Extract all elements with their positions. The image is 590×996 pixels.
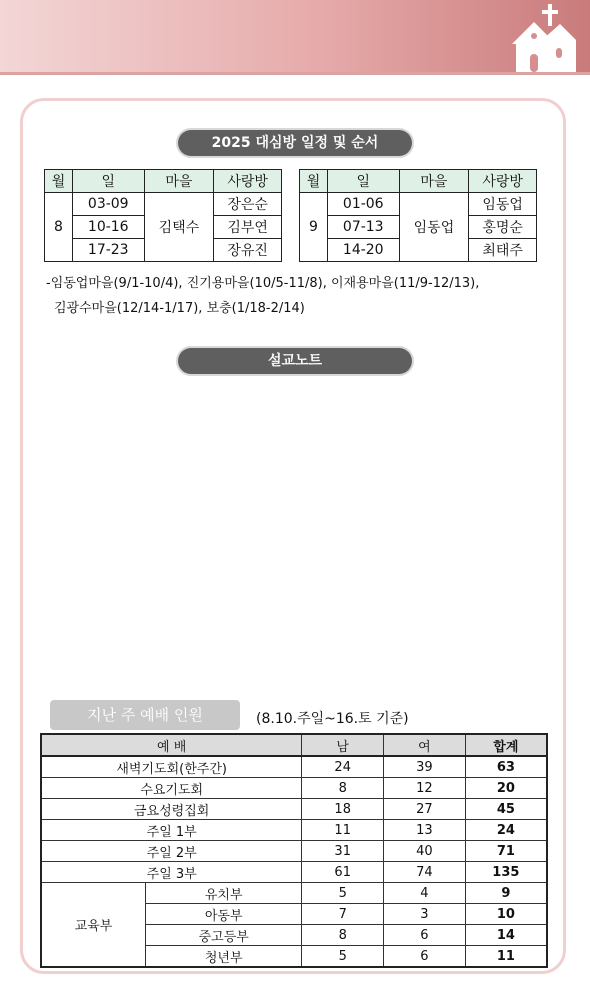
header-service: 예 배 <box>41 734 302 756</box>
total-count: 10 <box>465 904 547 925</box>
total-count: 14 <box>465 925 547 946</box>
schedule-table-september <box>299 169 537 262</box>
total-count: 11 <box>465 946 547 968</box>
male-count: 8 <box>302 925 384 946</box>
header-divider <box>0 72 590 75</box>
service-name: 중고등부 <box>146 925 302 946</box>
male-count: 8 <box>302 778 384 799</box>
male-count: 18 <box>302 799 384 820</box>
female-count: 4 <box>384 883 466 904</box>
header-male: 남 <box>302 734 384 756</box>
header-female: 여 <box>384 734 466 756</box>
female-count: 6 <box>384 946 466 968</box>
header-room: 사랑방 <box>469 170 537 193</box>
day-cell: 17-23 <box>72 239 144 262</box>
day-cell: 07-13 <box>327 216 399 239</box>
header-day: 일 <box>72 170 144 193</box>
village-cell: 김택수 <box>144 193 214 262</box>
room-cell: 장은순 <box>214 193 282 216</box>
header-month: 월 <box>45 170 73 193</box>
female-count: 39 <box>384 756 466 778</box>
female-count: 27 <box>384 799 466 820</box>
total-count: 71 <box>465 841 547 862</box>
education-label: 교육부 <box>41 883 146 968</box>
table-row <box>41 820 547 841</box>
header-day: 일 <box>327 170 399 193</box>
table-row <box>41 799 547 820</box>
table-row <box>41 778 547 799</box>
schedule-title: 2025 대심방 일정 및 순서 <box>178 130 412 156</box>
room-cell: 장유진 <box>214 239 282 262</box>
service-name: 청년부 <box>146 946 302 968</box>
room-cell: 최태주 <box>469 239 537 262</box>
service-name: 주일 1부 <box>41 820 302 841</box>
total-count: 20 <box>465 778 547 799</box>
total-count: 63 <box>465 756 547 778</box>
header-village: 마을 <box>399 170 469 193</box>
village-cell: 임동업 <box>399 193 469 262</box>
day-cell: 03-09 <box>72 193 144 216</box>
day-cell: 01-06 <box>327 193 399 216</box>
header-banner <box>0 0 590 72</box>
total-count: 9 <box>465 883 547 904</box>
attendance-table <box>40 733 548 968</box>
room-cell: 홍명순 <box>469 216 537 239</box>
male-count: 5 <box>302 946 384 968</box>
table-row <box>41 841 547 862</box>
service-name: 주일 2부 <box>41 841 302 862</box>
total-count: 24 <box>465 820 547 841</box>
male-count: 5 <box>302 883 384 904</box>
header-village: 마을 <box>144 170 214 193</box>
male-count: 31 <box>302 841 384 862</box>
female-count: 74 <box>384 862 466 883</box>
table-row <box>41 756 547 778</box>
female-count: 6 <box>384 925 466 946</box>
sermon-note-title: 설교노트 <box>178 348 412 374</box>
room-cell: 임동업 <box>469 193 537 216</box>
male-count: 24 <box>302 756 384 778</box>
service-name: 유치부 <box>146 883 302 904</box>
day-cell: 10-16 <box>72 216 144 239</box>
female-count: 12 <box>384 778 466 799</box>
male-count: 7 <box>302 904 384 925</box>
female-count: 3 <box>384 904 466 925</box>
female-count: 13 <box>384 820 466 841</box>
room-cell: 김부연 <box>214 216 282 239</box>
service-name: 금요성령집회 <box>41 799 302 820</box>
header-total: 합계 <box>465 734 547 756</box>
service-name: 새벽기도회(한주간) <box>41 756 302 778</box>
service-name: 주일 3부 <box>41 862 302 883</box>
total-count: 135 <box>465 862 547 883</box>
attendance-title: 지난 주 예배 인원 <box>50 700 240 730</box>
female-count: 40 <box>384 841 466 862</box>
month-cell: 8 <box>45 193 73 262</box>
table-row <box>41 862 547 883</box>
header-room: 사랑방 <box>214 170 282 193</box>
church-icon <box>512 4 576 72</box>
male-count: 11 <box>302 820 384 841</box>
schedule-note-line1: -임동업마을(9/1-10/4), 진기용마을(10/5-11/8), 이재용마을(11/9-12/13), <box>46 276 480 291</box>
day-cell: 14-20 <box>327 239 399 262</box>
table-row <box>41 883 547 904</box>
schedule-table-august <box>44 169 282 262</box>
header-month: 월 <box>300 170 328 193</box>
total-count: 45 <box>465 799 547 820</box>
service-name: 수요기도회 <box>41 778 302 799</box>
service-name: 아동부 <box>146 904 302 925</box>
schedule-note-line2: 김광수마을(12/14-1/17), 보충(1/18-2/14) <box>54 301 305 316</box>
male-count: 61 <box>302 862 384 883</box>
attendance-period: (8.10.주일~16.토 기준) <box>256 711 409 727</box>
month-cell: 9 <box>300 193 328 262</box>
